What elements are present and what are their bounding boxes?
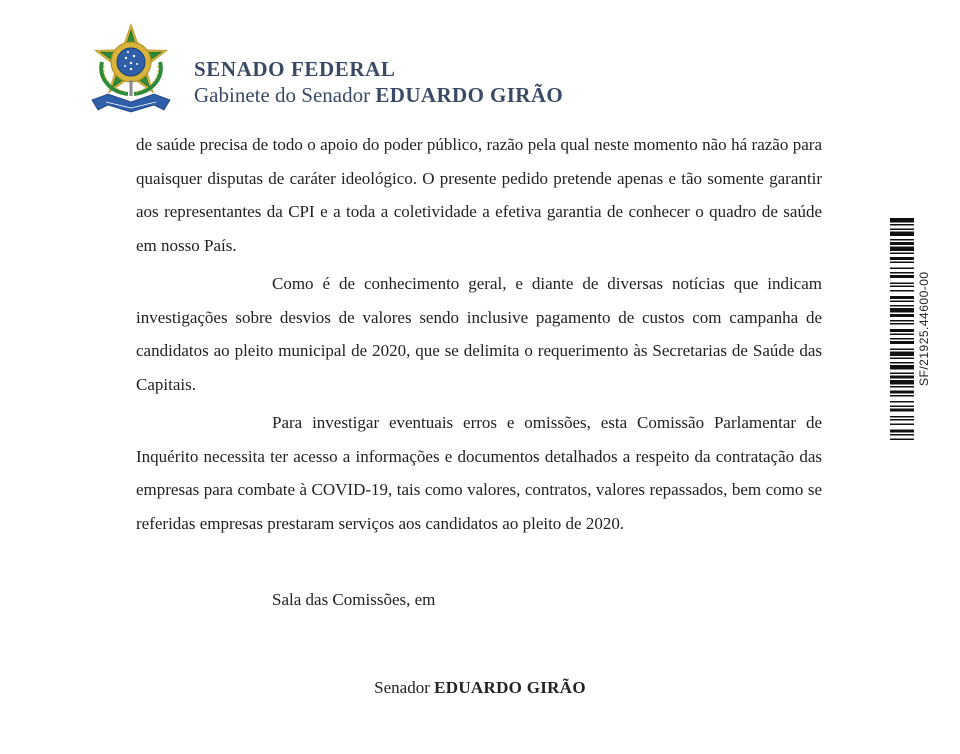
brazil-coat-of-arms-icon (88, 22, 174, 114)
signature-name: EDUARDO GIRÃO (434, 678, 586, 697)
org-name: SENADO FEDERAL (194, 57, 396, 81)
signature-block (0, 678, 960, 698)
paragraph: Como é de conhecimento geral, e diante de diversas notícias que indicam investigações sobre desvios de valores sendo inclusive pagamento de custos com campanha de candidatos ao pleito municipal de 2020, que se delimita o requerimento às Secretarias de Saúde das Capitais. (136, 274, 822, 394)
closing-line: Sala das Comissões, em (272, 590, 436, 609)
office-prefix: Gabinete do Senador (194, 83, 371, 107)
barcode-code: SF/21925.44600-00 (917, 271, 931, 387)
office-line (194, 83, 563, 108)
document-header (88, 22, 648, 117)
office-senator-name: EDUARDO GIRÃO (375, 83, 564, 107)
paragraph-continuation: de saúde precisa de todo o apoio do poder público, razão pela qual neste momento não há razão para quaisquer disputas de caráter ideológico. O presente pedido pretende apenas e tão somente garantir aos representantes da CPI e a toda a coletividade a efetiva garantia de conhecer o quadro de saúde em nosso País. (136, 135, 822, 255)
barcode-icon (890, 218, 914, 440)
paragraph: Para investigar eventuais erros e omissões, esta Comissão Parlamentar de Inquérito necessita ter acesso a informações e documentos detalhados a respeito da contratação das empresas para combate à COVID-19, tais como valores, contratos, valores repassados, bem como se referidas empresas prestaram serviços aos candidatos ao pleito de 2020. (136, 413, 822, 533)
document-barcode (890, 218, 942, 440)
signature-title: Senador (374, 678, 430, 697)
document-body (136, 128, 822, 545)
